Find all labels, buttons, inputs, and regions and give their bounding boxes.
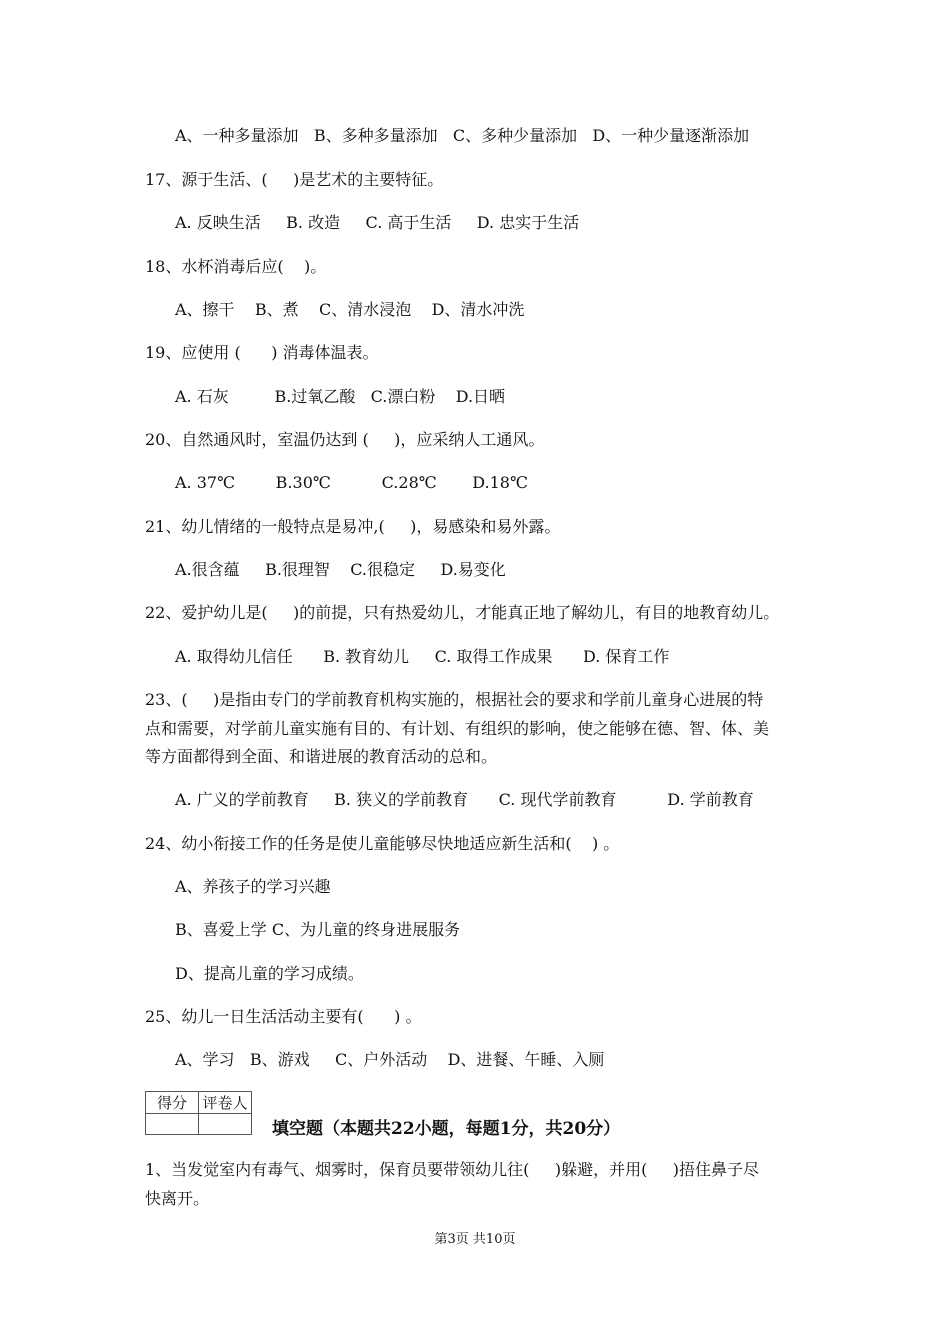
page-footer: 第3页 共10页	[434, 1232, 516, 1247]
line-q21: 21、幼儿情绪的一般特点是易冲,( )，易感染和易外露。	[145, 517, 561, 536]
grader-cell	[199, 1114, 252, 1135]
score-cell	[146, 1114, 199, 1135]
line-q23-part2: 点和需要，对学前儿童实施有目的、有计划、有组织的影响，使之能够在德、智、体、美	[145, 719, 770, 738]
section-title: 填空题（本题共22小题，每题1分，共20分）	[272, 1119, 621, 1139]
line-q25-options: A、学习 B、游戏 C、户外活动 D、进餐、午睡、入厕	[175, 1050, 605, 1069]
line-q24: 24、幼小衔接工作的任务是使儿童能够尽快地适应新生活和( ) 。	[145, 834, 620, 853]
score-header: 得分	[146, 1092, 199, 1114]
line-q21-options: A.很含蕴 B.很理智 C.很稳定 D.易变化	[175, 560, 506, 579]
line-q23-part1: 23、( )是指由专门的学前教育机构实施的，根据社会的要求和学前儿童身心进展的特	[145, 690, 764, 709]
grader-header: 评卷人	[199, 1092, 252, 1114]
line-q22: 22、爱护幼儿是( )的前提，只有热爱幼儿，才能真正地了解幼儿，有目的地教育幼儿。	[145, 603, 780, 622]
line-fill-q1-part2: 快离开。	[145, 1189, 210, 1208]
score-table	[145, 1091, 252, 1135]
line-q20: 20、自然通风时，室温仍达到 ( )，应采纳人工通风。	[145, 430, 545, 449]
line-q16-options: A、一种多量添加 B、多种多量添加 C、多种少量添加 D、一种少量逐渐添加	[175, 126, 750, 145]
line-q18: 18、水杯消毒后应( )。	[145, 257, 327, 276]
line-q19: 19、应使用 ( ) 消毒体温表。	[145, 343, 379, 362]
line-q24-option-d: D、提高儿童的学习成绩。	[175, 964, 364, 983]
line-q18-options: A、擦干 B、煮 C、清水浸泡 D、清水冲洗	[175, 300, 525, 319]
line-q24-option-a: A、养孩子的学习兴趣	[175, 877, 331, 896]
line-q22-options: A. 取得幼儿信任 B. 教育幼儿 C. 取得工作成果 D. 保育工作	[175, 647, 670, 666]
line-q17-options: A. 反映生活 B. 改造 C. 高于生活 D. 忠实于生活	[175, 213, 580, 232]
line-fill-q1-part1: 1、当发觉室内有毒气、烟雾时，保育员要带领幼儿往( )躲避，并用( )捂住鼻子尽	[145, 1160, 760, 1179]
line-q20-options: A. 37℃ B.30℃ C.28℃ D.18℃	[175, 473, 528, 492]
line-q25: 25、幼儿一日生活活动主要有( ) 。	[145, 1007, 422, 1026]
line-q24-option-bc: B、喜爱上学 C、为儿童的终身进展服务	[175, 920, 461, 939]
line-q19-options: A. 石灰 B.过氧乙酸 C.漂白粉 D.日晒	[175, 387, 506, 406]
line-q23-part3: 等方面都得到全面、和谐进展的教育活动的总和。	[145, 747, 498, 766]
line-q17: 17、源于生活、( )是艺术的主要特征。	[145, 170, 444, 189]
line-q23-options: A. 广义的学前教育 B. 狭义的学前教育 C. 现代学前教育 D. 学前教育	[175, 790, 754, 809]
